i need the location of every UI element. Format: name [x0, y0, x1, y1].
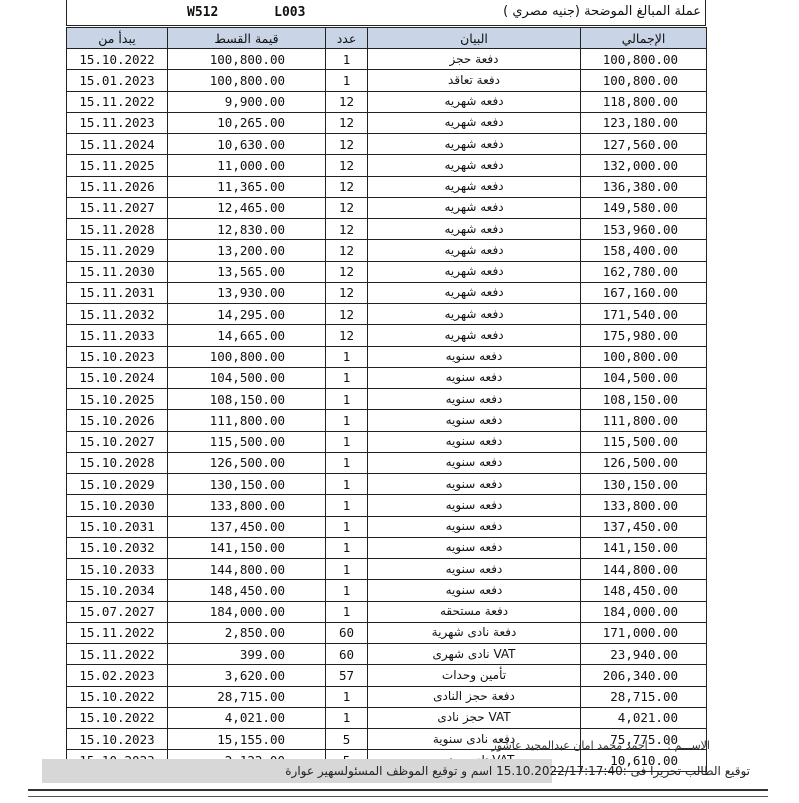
- cell-amount: 148,450.00: [168, 580, 326, 601]
- cell-amount: 14,665.00: [168, 325, 326, 346]
- table-row: [67, 622, 707, 643]
- cell-start: 15.10.2022: [67, 686, 168, 707]
- cell-count: 12: [326, 261, 368, 282]
- cell-amount: 100,800.00: [168, 70, 326, 91]
- cell-total: 100,800.00: [581, 70, 707, 91]
- cell-start: 15.10.2025: [67, 389, 168, 410]
- cell-total: 136,380.00: [581, 176, 707, 197]
- cell-amount: 13,930.00: [168, 282, 326, 303]
- table-row: [67, 49, 707, 70]
- cell-count: 5: [326, 729, 368, 750]
- cell-count: 1: [326, 559, 368, 580]
- cell-start: 15.11.2023: [67, 112, 168, 133]
- cell-count: 12: [326, 304, 368, 325]
- cell-start: 15.11.2032: [67, 304, 168, 325]
- cell-start: 15.11.2033: [67, 325, 168, 346]
- cell-start: 15.10.2028: [67, 452, 168, 473]
- table-row: [67, 134, 707, 155]
- code-w512: W512: [187, 5, 219, 20]
- cell-total: 137,450.00: [581, 516, 707, 537]
- customer-name: احمد محمد امان عبدالمجيد عاشور: [491, 739, 648, 752]
- col-header-start: يبدأ من: [67, 28, 168, 49]
- cell-amount: 126,500.00: [168, 452, 326, 473]
- cell-desc: دفعه سنويه: [368, 495, 581, 516]
- cell-desc: دفعة تعاقد: [368, 70, 581, 91]
- cell-total: 123,180.00: [581, 112, 707, 133]
- cell-amount: 15,155.00: [168, 729, 326, 750]
- cell-count: 12: [326, 240, 368, 261]
- cell-desc: VAT حجز نادى: [368, 707, 581, 728]
- table-row: [67, 197, 707, 218]
- cell-count: 1: [326, 389, 368, 410]
- cell-desc: دفعه شهريه: [368, 155, 581, 176]
- cell-start: 15.10.2024: [67, 367, 168, 388]
- cell-desc: دفعه شهريه: [368, 282, 581, 303]
- table-row: [67, 112, 707, 133]
- name-label: الاســـم :: [667, 739, 710, 752]
- cell-amount: 10,630.00: [168, 134, 326, 155]
- cell-count: 1: [326, 367, 368, 388]
- cell-count: 12: [326, 282, 368, 303]
- table-row: [67, 155, 707, 176]
- cell-total: 130,150.00: [581, 474, 707, 495]
- cell-start: 15.10.2022: [67, 49, 168, 70]
- cell-total: 149,580.00: [581, 197, 707, 218]
- cell-count: 57: [326, 665, 368, 686]
- table-row: [67, 410, 707, 431]
- cell-amount: 100,800.00: [168, 49, 326, 70]
- cell-count: 1: [326, 686, 368, 707]
- cell-start: 15.11.2028: [67, 219, 168, 240]
- cell-desc: دفعه شهريه: [368, 219, 581, 240]
- cell-start: 15.11.2025: [67, 155, 168, 176]
- cell-count: 60: [326, 622, 368, 643]
- cell-desc: دفعه شهريه: [368, 134, 581, 155]
- table-row: [67, 91, 707, 112]
- table-row: [67, 367, 707, 388]
- table-row: [67, 431, 707, 452]
- cell-start: 15.10.2031: [67, 516, 168, 537]
- cell-start: 15.11.2022: [67, 91, 168, 112]
- installments-table: [66, 27, 707, 772]
- cell-total: 108,150.00: [581, 389, 707, 410]
- cell-amount: 12,830.00: [168, 219, 326, 240]
- table-row: [67, 474, 707, 495]
- cell-start: 15.07.2027: [67, 601, 168, 622]
- cell-amount: 13,565.00: [168, 261, 326, 282]
- cell-desc: دفعه شهريه: [368, 325, 581, 346]
- cell-amount: 10,265.00: [168, 112, 326, 133]
- cell-amount: 108,150.00: [168, 389, 326, 410]
- cell-count: 12: [326, 197, 368, 218]
- cell-amount: 14,295.00: [168, 304, 326, 325]
- cell-total: 184,000.00: [581, 601, 707, 622]
- cell-total: 141,150.00: [581, 537, 707, 558]
- cell-amount: 115,500.00: [168, 431, 326, 452]
- cell-total: 144,800.00: [581, 559, 707, 580]
- cell-count: 1: [326, 49, 368, 70]
- cell-start: 15.10.2026: [67, 410, 168, 431]
- cell-desc: دفعة نادى شهرية: [368, 622, 581, 643]
- cell-total: 23,940.00: [581, 644, 707, 665]
- table-row: [67, 537, 707, 558]
- cell-count: 12: [326, 176, 368, 197]
- cell-start: 15.10.2030: [67, 495, 168, 516]
- cell-start: 15.10.2033: [67, 559, 168, 580]
- cell-total: 153,960.00: [581, 219, 707, 240]
- cell-desc: دفعه سنويه: [368, 410, 581, 431]
- cell-amount: 9,900.00: [168, 91, 326, 112]
- cell-count: 12: [326, 112, 368, 133]
- table-row: [67, 389, 707, 410]
- cell-start: 15.11.2029: [67, 240, 168, 261]
- cell-count: 1: [326, 495, 368, 516]
- cell-count: 60: [326, 644, 368, 665]
- cell-start: 15.10.2023: [67, 729, 168, 750]
- cell-desc: دفعه شهريه: [368, 91, 581, 112]
- cell-desc: دفعه شهريه: [368, 112, 581, 133]
- cell-amount: 104,500.00: [168, 367, 326, 388]
- cell-total: 171,000.00: [581, 622, 707, 643]
- cell-amount: 2,850.00: [168, 622, 326, 643]
- signature-line: توقيع الطالب تحريرا فى :15.10.2022/17:17:40 اسم و توقيع الموظف المسئولسهير عوارة: [285, 764, 750, 778]
- cell-start: 15.11.2024: [67, 134, 168, 155]
- cell-amount: 133,800.00: [168, 495, 326, 516]
- cell-start: 15.10.2029: [67, 474, 168, 495]
- cell-desc: دفعه سنويه: [368, 431, 581, 452]
- cell-total: 162,780.00: [581, 261, 707, 282]
- cell-amount: 399.00: [168, 644, 326, 665]
- cell-desc: دفعه سنويه: [368, 452, 581, 473]
- cell-start: 15.02.2023: [67, 665, 168, 686]
- cell-count: 1: [326, 346, 368, 367]
- cell-desc: VAT نادى شهرى: [368, 644, 581, 665]
- cell-total: 100,800.00: [581, 49, 707, 70]
- cell-count: 12: [326, 134, 368, 155]
- cell-start: 15.11.2026: [67, 176, 168, 197]
- cell-total: 111,800.00: [581, 410, 707, 431]
- cell-desc: دفعة حجز: [368, 49, 581, 70]
- cell-start: 15.11.2022: [67, 622, 168, 643]
- cell-total: 28,715.00: [581, 686, 707, 707]
- cell-start: 15.10.2034: [67, 580, 168, 601]
- cell-total: 118,800.00: [581, 91, 707, 112]
- table-row: [67, 686, 707, 707]
- cell-total: 115,500.00: [581, 431, 707, 452]
- col-header-total: الإجمالي: [581, 28, 707, 49]
- cell-total: 104,500.00: [581, 367, 707, 388]
- cell-desc: دفعه سنويه: [368, 559, 581, 580]
- cell-count: 1: [326, 580, 368, 601]
- cell-amount: 12,465.00: [168, 197, 326, 218]
- cell-total: 167,160.00: [581, 282, 707, 303]
- cell-desc: دفعة حجز النادى: [368, 686, 581, 707]
- cell-start: 15.10.2032: [67, 537, 168, 558]
- cell-total: 132,000.00: [581, 155, 707, 176]
- cell-start: 15.10.2023: [67, 346, 168, 367]
- cell-count: 1: [326, 516, 368, 537]
- table-row: [67, 580, 707, 601]
- cell-desc: دفعه شهريه: [368, 176, 581, 197]
- cell-start: 15.11.2030: [67, 261, 168, 282]
- table-row: [67, 707, 707, 728]
- table-row: [67, 644, 707, 665]
- col-header-amount: قيمة القسط: [168, 28, 326, 49]
- cell-desc: دفعه شهريه: [368, 304, 581, 325]
- code-l003: L003: [274, 5, 306, 20]
- cell-total: 127,560.00: [581, 134, 707, 155]
- table-row: [67, 304, 707, 325]
- cell-desc: دفعه سنويه: [368, 346, 581, 367]
- cell-count: 1: [326, 70, 368, 91]
- cell-amount: 184,000.00: [168, 601, 326, 622]
- cell-total: 133,800.00: [581, 495, 707, 516]
- cell-count: 1: [326, 410, 368, 431]
- cell-total: 206,340.00: [581, 665, 707, 686]
- cell-amount: 11,000.00: [168, 155, 326, 176]
- customer-name-line: [440, 739, 710, 752]
- table-body: [67, 49, 707, 772]
- col-header-count: عدد: [326, 28, 368, 49]
- table-row: [67, 665, 707, 686]
- cell-total: 175,980.00: [581, 325, 707, 346]
- cell-amount: 4,021.00: [168, 707, 326, 728]
- table-row: [67, 452, 707, 473]
- cell-desc: تأمين وحدات: [368, 665, 581, 686]
- table-row: [67, 325, 707, 346]
- cell-start: 15.10.2027: [67, 431, 168, 452]
- cell-count: 1: [326, 601, 368, 622]
- cell-total: 75,775.00: [581, 729, 707, 750]
- table-row: [67, 559, 707, 580]
- cell-amount: 130,150.00: [168, 474, 326, 495]
- cell-total: 158,400.00: [581, 240, 707, 261]
- cell-start: 15.11.2022: [67, 644, 168, 665]
- cell-amount: 3,620.00: [168, 665, 326, 686]
- cell-total: 4,021.00: [581, 707, 707, 728]
- cell-desc: دفعه نادى سنوية: [368, 729, 581, 750]
- cell-desc: دفعه شهريه: [368, 240, 581, 261]
- document-codes: [187, 5, 353, 20]
- currency-note: عملة المبالغ الموضحة (جنيه مصري ): [503, 4, 701, 19]
- cell-desc: دفعة مستحقه: [368, 601, 581, 622]
- cell-amount: 13,200.00: [168, 240, 326, 261]
- table-row: [67, 495, 707, 516]
- col-header-desc: البيان: [368, 28, 581, 49]
- bottom-rule-thin: [28, 796, 768, 797]
- cell-desc: دفعه سنويه: [368, 389, 581, 410]
- cell-total: 126,500.00: [581, 452, 707, 473]
- cell-start: 15.10.2022: [67, 707, 168, 728]
- cell-count: 1: [326, 537, 368, 558]
- cell-desc: دفعه سنويه: [368, 367, 581, 388]
- cell-total: 148,450.00: [581, 580, 707, 601]
- cell-amount: 137,450.00: [168, 516, 326, 537]
- table-row: [67, 282, 707, 303]
- cell-amount: 28,715.00: [168, 686, 326, 707]
- table-row: [67, 261, 707, 282]
- cell-amount: 11,365.00: [168, 176, 326, 197]
- cell-desc: دفعه سنويه: [368, 580, 581, 601]
- cell-amount: 111,800.00: [168, 410, 326, 431]
- table-header-row: [67, 28, 707, 49]
- table-row: [67, 601, 707, 622]
- cell-count: 12: [326, 155, 368, 176]
- header-box: [66, 0, 706, 26]
- cell-count: 1: [326, 431, 368, 452]
- cell-start: 15.11.2027: [67, 197, 168, 218]
- cell-desc: دفعه سنويه: [368, 537, 581, 558]
- cell-start: 15.11.2031: [67, 282, 168, 303]
- cell-desc: دفعه سنويه: [368, 474, 581, 495]
- cell-total: 100,800.00: [581, 346, 707, 367]
- cell-desc: دفعه شهريه: [368, 261, 581, 282]
- cell-amount: 100,800.00: [168, 346, 326, 367]
- table-row: [67, 70, 707, 91]
- cell-total: 10,610.00: [581, 750, 707, 771]
- cell-desc: دفعه سنويه: [368, 516, 581, 537]
- cell-count: 12: [326, 219, 368, 240]
- cell-amount: 144,800.00: [168, 559, 326, 580]
- cell-total: 171,540.00: [581, 304, 707, 325]
- cell-count: 12: [326, 91, 368, 112]
- table-row: [67, 346, 707, 367]
- cell-desc: دفعه شهريه: [368, 197, 581, 218]
- cell-count: 1: [326, 474, 368, 495]
- cell-amount: 141,150.00: [168, 537, 326, 558]
- table-row: [67, 219, 707, 240]
- table-row: [67, 516, 707, 537]
- bottom-rule: [28, 789, 768, 791]
- cell-start: 15.01.2023: [67, 70, 168, 91]
- cell-count: 1: [326, 452, 368, 473]
- table-row: [67, 240, 707, 261]
- cell-count: 1: [326, 707, 368, 728]
- table-row: [67, 176, 707, 197]
- cell-count: 12: [326, 325, 368, 346]
